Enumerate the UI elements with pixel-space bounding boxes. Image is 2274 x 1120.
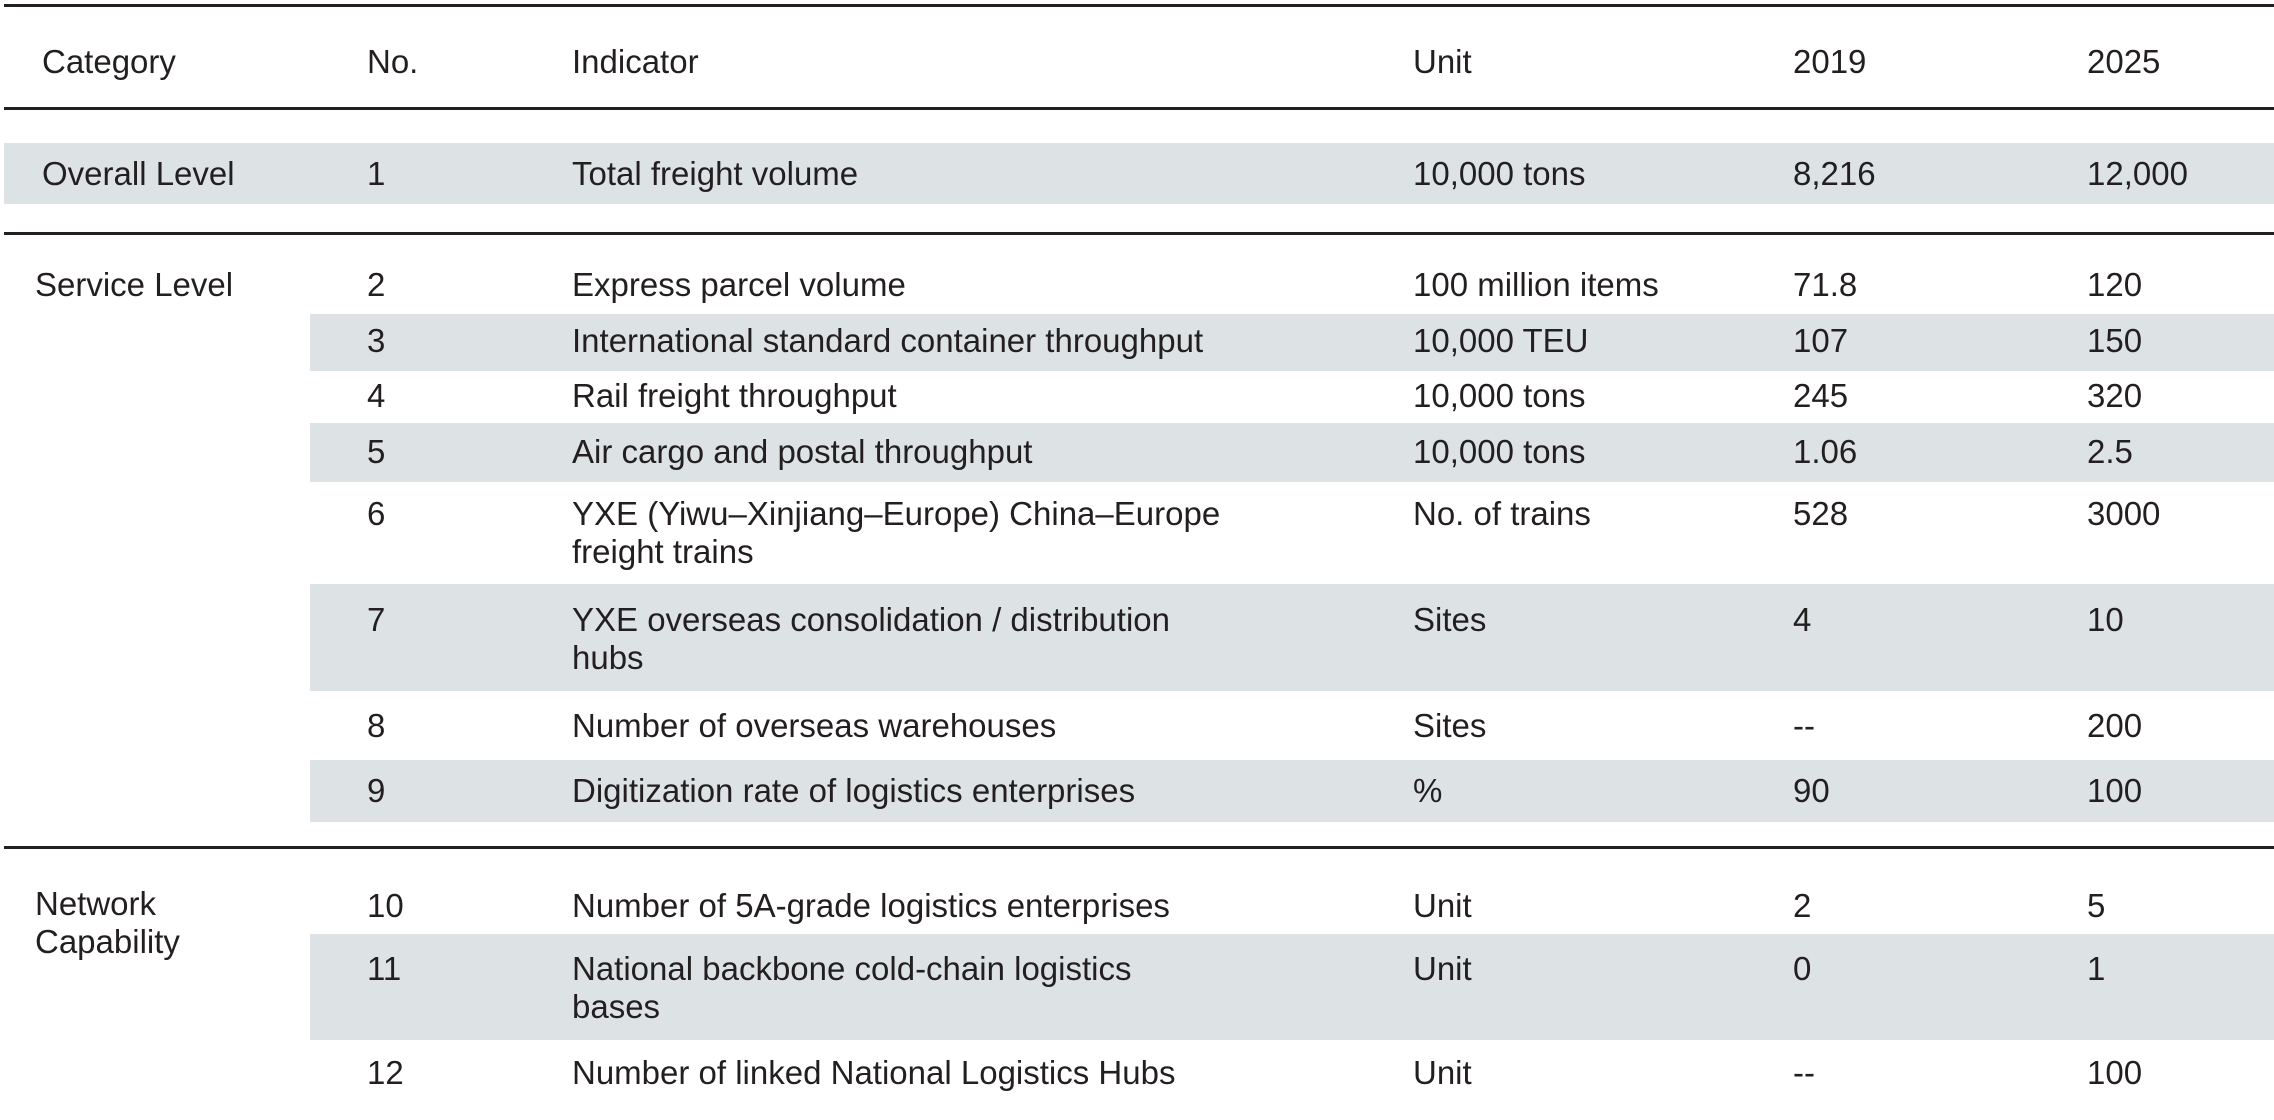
row-indicator: YXE overseas consolidation / distribution hubs	[572, 601, 1170, 676]
header-category: Category	[42, 43, 176, 80]
row-2019: 4	[1793, 601, 1812, 638]
row-2025: 200	[2087, 707, 2143, 744]
row-2019: 245	[1793, 377, 1849, 414]
row-unit: Sites	[1413, 601, 1487, 638]
row-2025: 2.5	[2087, 433, 2133, 470]
category-network-capability: Network Capability	[35, 885, 180, 960]
row-2019: 71.8	[1793, 266, 1858, 303]
row-indicator: Number of linked National Logistics Hubs	[572, 1054, 1176, 1091]
row-indicator: Rail freight throughput	[572, 377, 897, 414]
row-no: 7	[367, 601, 386, 638]
row-unit: %	[1413, 772, 1443, 809]
row-2019: --	[1793, 707, 1815, 744]
row-2019: 2	[1793, 887, 1812, 924]
row-unit: 10,000 tons	[1413, 155, 1586, 192]
row-2025: 3000	[2087, 495, 2161, 532]
header-no: No.	[367, 43, 419, 80]
header-unit: Unit	[1413, 43, 1472, 80]
row-2025: 10	[2087, 601, 2124, 638]
row-2025: 120	[2087, 266, 2143, 303]
row-2019: --	[1793, 1054, 1815, 1091]
header-bottom-rule	[4, 107, 2274, 110]
header-2025: 2025	[2087, 43, 2161, 80]
row-no: 11	[367, 950, 402, 987]
row-unit: 10,000 TEU	[1413, 322, 1589, 359]
row-indicator: International standard container throughput	[572, 322, 1204, 359]
row-no: 12	[367, 1054, 404, 1091]
section-rule-service	[4, 846, 2274, 849]
row-2025: 320	[2087, 377, 2143, 414]
row-unit: Unit	[1413, 1054, 1472, 1091]
row-2019: 1.06	[1793, 433, 1858, 470]
row-2025: 1	[2087, 950, 2106, 987]
category-service-level: Service Level	[35, 266, 234, 303]
row-indicator: National backbone cold-chain logistics bases	[572, 950, 1132, 1025]
row-no: 2	[367, 266, 386, 303]
row-2019: 107	[1793, 322, 1849, 359]
row-indicator: YXE (Yiwu–Xinjiang–Europe) China–Europe freight trains	[572, 495, 1221, 570]
row-2019: 528	[1793, 495, 1849, 532]
header-indicator: Indicator	[572, 43, 699, 80]
row-indicator: Express parcel volume	[572, 266, 906, 303]
row-2019: 90	[1793, 772, 1830, 809]
row-band-1	[4, 143, 2274, 204]
row-no: 6	[367, 495, 386, 532]
row-2025: 100	[2087, 772, 2143, 809]
row-no: 9	[367, 772, 386, 809]
table-top-rule	[4, 4, 2274, 7]
row-no: 5	[367, 433, 386, 470]
row-2019: 8,216	[1793, 155, 1876, 192]
row-unit: Unit	[1413, 950, 1472, 987]
row-unit: Unit	[1413, 887, 1472, 924]
row-2025: 100	[2087, 1054, 2143, 1091]
row-unit: 100 million items	[1413, 266, 1659, 303]
row-no: 4	[367, 377, 386, 414]
row-no: 1	[367, 155, 386, 192]
row-2025: 12,000	[2087, 155, 2188, 192]
header-2019: 2019	[1793, 43, 1867, 80]
row-unit: 10,000 tons	[1413, 433, 1586, 470]
row-2025: 5	[2087, 887, 2106, 924]
section-rule-overall	[4, 232, 2274, 235]
row-unit: Sites	[1413, 707, 1487, 744]
row-indicator: Number of 5A-grade logistics enterprises	[572, 887, 1170, 924]
row-no: 3	[367, 322, 386, 359]
row-2019: 0	[1793, 950, 1812, 987]
row-indicator: Air cargo and postal throughput	[572, 433, 1033, 470]
row-indicator: Digitization rate of logistics enterprises	[572, 772, 1136, 809]
row-indicator: Total freight volume	[572, 155, 859, 192]
row-no: 8	[367, 707, 386, 744]
row-unit: 10,000 tons	[1413, 377, 1586, 414]
row-indicator: Number of overseas warehouses	[572, 707, 1057, 744]
row-no: 10	[367, 887, 404, 924]
row-2025: 150	[2087, 322, 2143, 359]
category-overall-level: Overall Level	[42, 155, 235, 192]
row-unit: No. of trains	[1413, 495, 1591, 532]
